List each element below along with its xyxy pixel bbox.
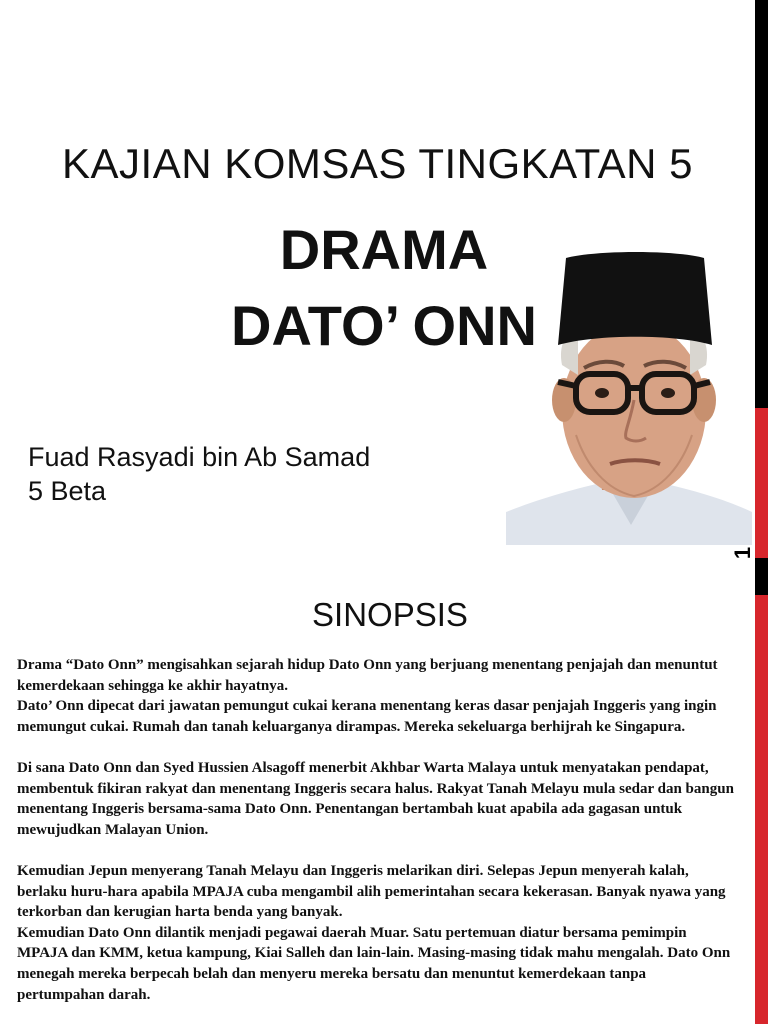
drama-title-line-2: DATO’ ONN	[231, 294, 537, 357]
synopsis-paragraph: Kemudian Jepun menyerang Tanah Melayu dan Inggeris melarikan diri. Selepas Jepun menyerah kalah, berlaku huru-hara apabila MPAJA cuba mengambil alih pemerintahan secara kekerasan. Banyak nyawa yang terkorban dan kerugian harta benda yang banyak.	[17, 862, 726, 921]
author-block	[28, 440, 370, 508]
slide-title: KAJIAN KOMSAS TINGKATAN 5	[62, 140, 693, 187]
synopsis-body	[17, 655, 737, 1005]
portrait-songkok	[558, 252, 712, 345]
author-name: Fuad Rasyadi bin Ab Samad	[28, 442, 371, 472]
drama-title-line-1: DRAMA	[279, 218, 489, 281]
synopsis-paragraph: Kemudian Dato Onn dilantik menjadi pegawai daerah Muar. Satu pertemuan diatur bersama pemimpin MPAJA dan KMM, ketua kampung, Kiai Salleh dan lain-lain. Masing-masing tidak mahu mengalah. Dato Onn menegah mereka berpecah belah dan menyeru mereka bersatu dan menuntut kemerdekaan tanpa pertumpahan darah.	[17, 924, 731, 1003]
synopsis-paragraph: Di sana Dato Onn dan Syed Hussien Alsagoff menerbit Akhbar Warta Malaya untuk menyatakan pendapat, membentuk fikiran rakyat dan menentang Inggeris secara halus. Rakyat Tanah Melayu mula sedar dan bangun menentang Inggeris bersama-sama Dato Onn. Penentangan bertambah kuat apabila ada gagasan untuk mewujudkan Malayan Union.	[17, 759, 734, 838]
edge-bar-red-bottom	[755, 595, 768, 1024]
synopsis-heading: SINOPSIS	[312, 596, 468, 633]
page-number: 1	[730, 546, 755, 560]
edge-bar-red-top	[755, 408, 768, 558]
synopsis-paragraph: Dato’ Onn dipecat dari jawatan pemungut cukai kerana menentang keras dasar penjajah Inggeris yang ingin memungut cukai. Rumah dan tanah keluarganya dirampas. Mereka sekeluarga berhijrah ke Singapura.	[17, 698, 717, 735]
portrait-image	[506, 250, 752, 545]
author-class: 5 Beta	[28, 476, 107, 506]
synopsis-paragraph: Drama “Dato Onn” mengisahkan sejarah hidup Dato Onn yang berjuang menentang penjajah dan menuntut kemerdekaan sehingga ke akhir hayatnya.	[17, 657, 718, 694]
